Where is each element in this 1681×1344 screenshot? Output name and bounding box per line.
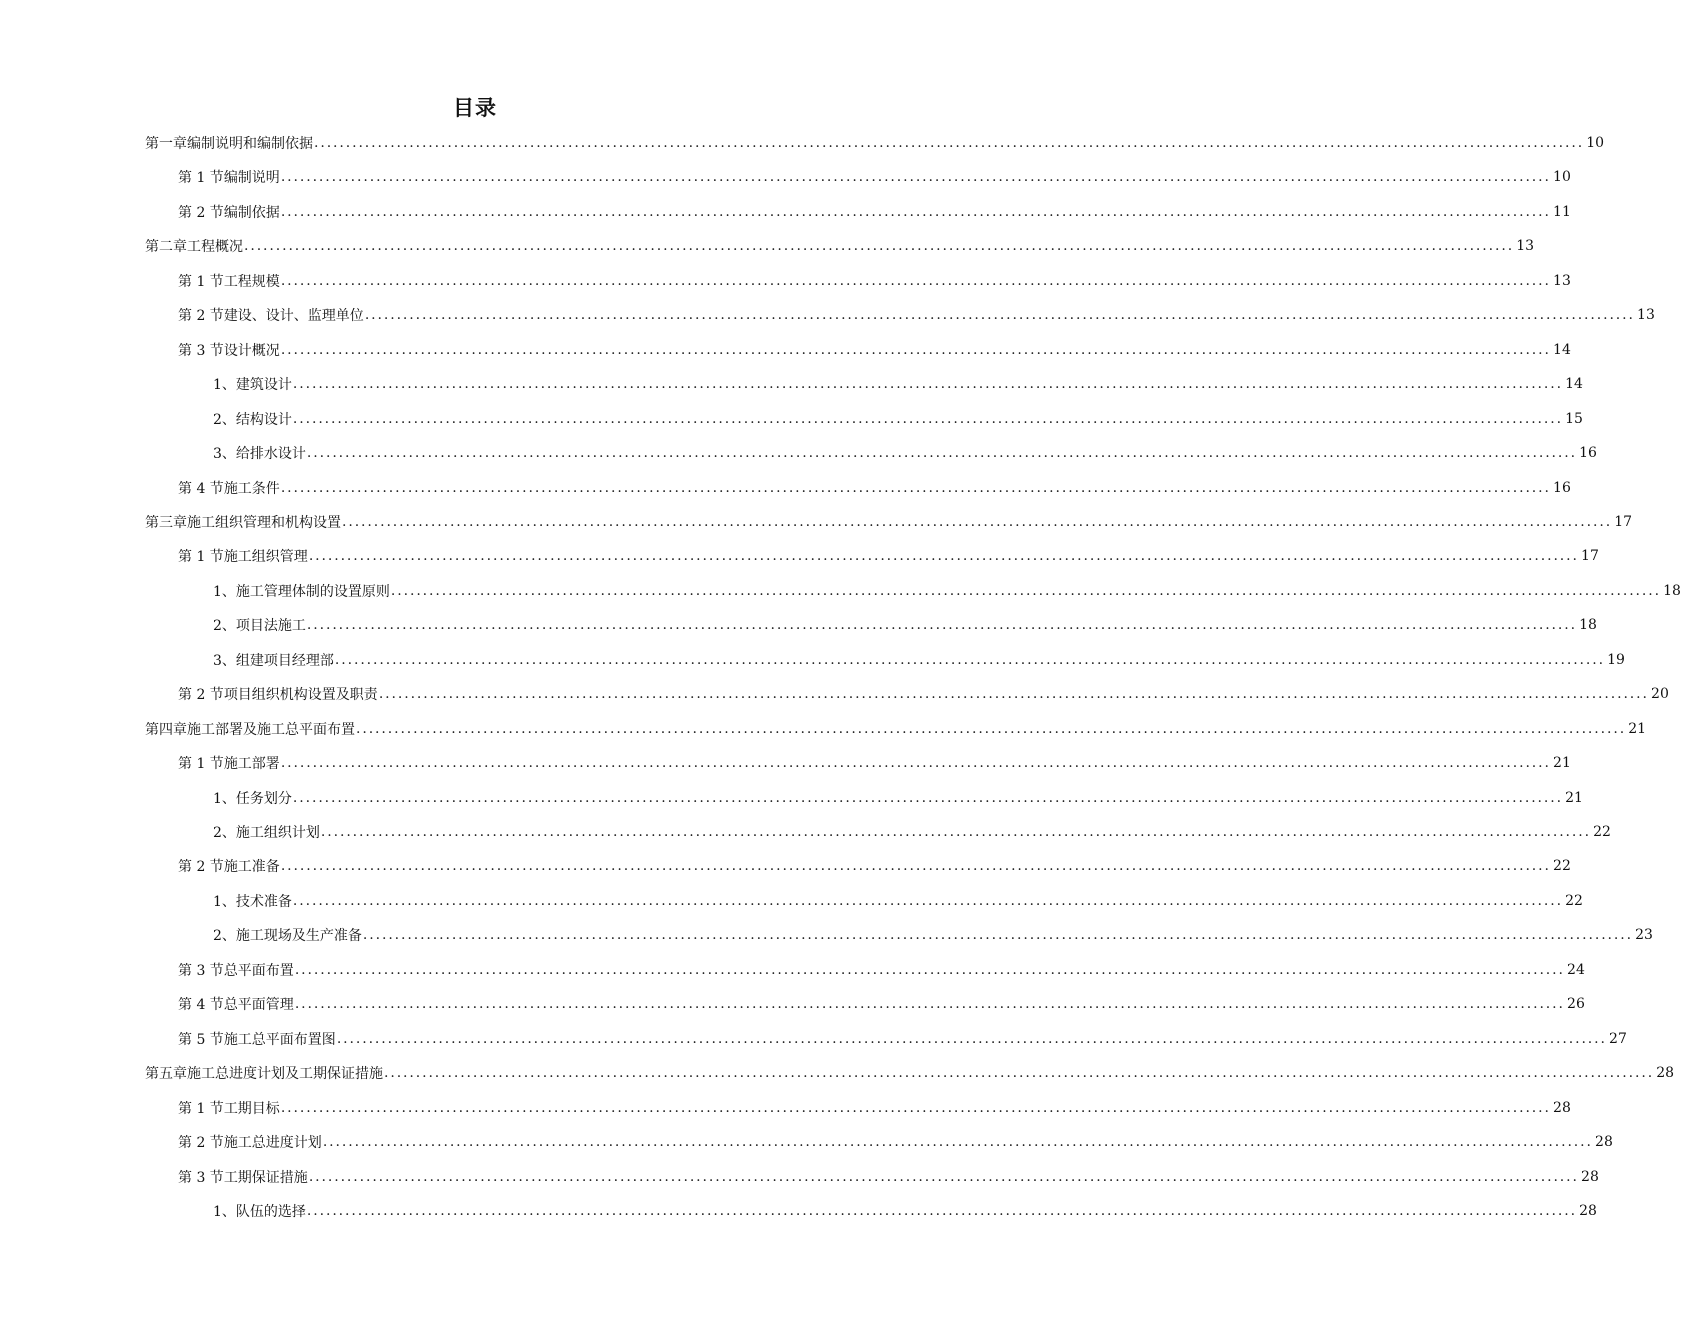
toc-entry-title: 任务划分	[235, 790, 292, 807]
toc-entry[interactable]	[213, 781, 1583, 815]
toc-entry-number: 第 2 节	[178, 1135, 224, 1152]
toc-page-number: 18	[1663, 582, 1681, 599]
toc-entry-title: 设计概况	[223, 342, 280, 359]
toc-entry-title: 施工组织管理和机构设置	[187, 514, 341, 531]
toc-page-number: 22	[1565, 892, 1583, 909]
toc-entry[interactable]	[178, 264, 1571, 298]
toc-page-number: 20	[1651, 686, 1669, 703]
toc-entry-number: 2、	[213, 411, 236, 428]
toc-leader-dots: ........................................................................................................................................................................................................	[280, 1099, 1551, 1116]
toc-entry-title: 总平面管理	[223, 997, 294, 1014]
toc-page-number: 21	[1553, 755, 1571, 772]
toc-leader-dots: ........................................................................................................................................................................................................	[292, 892, 1563, 909]
toc-entry[interactable]	[178, 160, 1571, 194]
toc-entry-title: 项目法施工	[235, 618, 306, 635]
toc-page-number: 10	[1586, 135, 1605, 151]
toc-leader-dots: ........................................................................................................................................................................................................	[308, 548, 1579, 565]
toc-entry-number: 第 1 节	[178, 756, 224, 773]
toc-entry[interactable]	[145, 712, 1647, 746]
toc-entry[interactable]	[178, 1091, 1571, 1125]
toc-page-number: 21	[1628, 720, 1647, 737]
toc-entry[interactable]	[178, 195, 1571, 229]
toc-entry-number: 第 1 节	[178, 1100, 224, 1117]
toc-entry-number: 1、	[213, 583, 236, 600]
toc-entry-title: 给排水设计	[235, 446, 306, 463]
toc-leader-dots: ........................................................................................................................................................................................................	[294, 961, 1565, 978]
toc-leader-dots: ........................................................................................................................................................................................................	[280, 272, 1551, 289]
toc-entry-title: 施工管理体制的设置原则	[235, 583, 390, 600]
toc-entry[interactable]	[213, 367, 1583, 401]
toc-entry-number: 第 3 节	[178, 1169, 224, 1186]
toc-entry-number: 第 2 节	[178, 204, 224, 221]
toc-entry-title: 施工组织计划	[235, 825, 320, 841]
toc-entry-title: 编制说明	[223, 170, 280, 187]
toc-leader-dots: ........................................................................................................................................................................................................	[384, 1065, 1655, 1082]
toc-entry-number: 第 4 节	[178, 997, 224, 1014]
toc-entry-title: 施工总进度计划	[223, 1135, 322, 1152]
toc-entry-title: 工期保证措施	[223, 1169, 308, 1186]
toc-entry-title: 编制依据	[223, 204, 280, 221]
toc-page-number: 21	[1565, 789, 1583, 806]
toc-entry-number: 2、	[213, 928, 236, 945]
toc-leader-dots: ........................................................................................................................................................................................................	[280, 858, 1551, 875]
toc-leader-dots: ........................................................................................................................................................................................................	[294, 996, 1565, 1013]
toc-page-number: 18	[1579, 617, 1597, 634]
toc-entry-number: 第 2 节	[178, 687, 224, 704]
toc-entry-number: 第二章	[145, 239, 187, 256]
toc-entry-number: 第 5 节	[178, 1031, 224, 1048]
toc-leader-dots: ........................................................................................................................................................................................................	[362, 927, 1633, 944]
toc-entry-title: 结构设计	[235, 411, 292, 428]
toc-leader-dots: ........................................................................................................................................................................................................	[364, 307, 1635, 324]
toc-leader-dots: ........................................................................................................................................................................................................	[280, 755, 1551, 772]
toc-entry-title: 编制说明和编制依据	[187, 136, 313, 152]
toc-page-number: 13	[1516, 238, 1535, 255]
toc-leader-dots: ........................................................................................................................................................................................................	[336, 1030, 1607, 1047]
toc-page-number: 19	[1607, 651, 1625, 668]
toc-entry-number: 第 1 节	[178, 549, 224, 566]
toc-page-number: 24	[1567, 961, 1585, 978]
toc-entry[interactable]	[145, 126, 1605, 160]
toc-page-number: 28	[1581, 1168, 1599, 1185]
toc-entry[interactable]	[145, 1056, 1675, 1090]
toc-page-number: 23	[1635, 927, 1653, 944]
toc-entry[interactable]	[178, 677, 1669, 711]
toc-leader-dots: ........................................................................................................................................................................................................	[306, 617, 1577, 634]
toc-entry[interactable]	[213, 436, 1597, 470]
toc-entry-title: 工程规模	[223, 273, 280, 290]
toc-entry[interactable]	[213, 574, 1681, 608]
toc-entry-number: 第三章	[145, 514, 187, 531]
toc-entry-number: 2、	[213, 618, 236, 635]
toc-leader-dots: ........................................................................................................................................................................................................	[322, 1134, 1593, 1151]
toc-entry[interactable]	[178, 987, 1585, 1021]
toc-entry-title: 施工部署	[223, 756, 280, 773]
toc-leader-dots: ........................................................................................................................................................................................................	[308, 1168, 1579, 1185]
toc-page-number: 22	[1553, 858, 1571, 875]
toc-page-number: 13	[1637, 307, 1655, 324]
toc-entry[interactable]	[178, 298, 1655, 332]
toc-entry[interactable]	[178, 333, 1571, 367]
toc-leader-dots: ........................................................................................................................................................................................................	[378, 686, 1649, 703]
toc-page-number: 28	[1579, 1202, 1597, 1219]
toc-page-number: 13	[1553, 272, 1571, 289]
toc-page-number: 22	[1593, 824, 1611, 840]
toc-entry-title: 施工组织管理	[223, 549, 308, 566]
toc-entry-title: 施工总进度计划及工期保证措施	[187, 1066, 383, 1083]
toc-leader-dots: ........................................................................................................................................................................................................	[306, 445, 1577, 462]
toc-entry-number: 第 1 节	[178, 273, 224, 290]
toc-entry[interactable]	[178, 539, 1599, 573]
toc-entry-title: 建筑设计	[235, 377, 292, 394]
toc-page-number: 28	[1553, 1099, 1571, 1116]
toc-page-number: 15	[1565, 410, 1583, 427]
toc-entry-number: 第 2 节	[178, 859, 224, 876]
toc-entry[interactable]	[213, 884, 1583, 918]
toc-page-number: 11	[1553, 203, 1571, 220]
toc-entry-title: 施工条件	[223, 480, 280, 497]
toc-entry-title: 组建项目经理部	[235, 652, 334, 669]
toc-entry[interactable]	[145, 229, 1535, 263]
toc-entry[interactable]	[178, 1022, 1627, 1056]
toc-entry-title: 队伍的选择	[235, 1203, 306, 1220]
toc-page-number: 28	[1595, 1134, 1613, 1151]
toc-leader-dots: ........................................................................................................................................................................................................	[320, 824, 1591, 840]
toc-leader-dots: ........................................................................................................................................................................................................	[280, 341, 1551, 358]
toc-leader-dots: ........................................................................................................................................................................................................	[390, 582, 1661, 599]
toc-entry-number: 3、	[213, 446, 236, 463]
toc-entry-number: 3、	[213, 652, 236, 669]
toc-entry[interactable]	[178, 746, 1571, 780]
toc-entry[interactable]	[178, 953, 1585, 987]
toc-entry[interactable]	[178, 471, 1571, 505]
toc-entry[interactable]	[178, 1125, 1613, 1159]
toc-page-number: 16	[1553, 479, 1571, 496]
toc-entry-number: 1、	[213, 790, 236, 807]
toc-leader-dots: ........................................................................................................................................................................................................	[292, 789, 1563, 806]
toc-page-number: 17	[1581, 548, 1599, 565]
toc-entry-number: 第五章	[145, 1066, 187, 1083]
toc-entry-title: 施工准备	[223, 859, 280, 876]
toc-leader-dots: ........................................................................................................................................................................................................	[334, 651, 1605, 668]
toc-entry-title: 总平面布置	[223, 962, 294, 979]
toc-entry-number: 第 3 节	[178, 342, 224, 359]
toc-page-number: 27	[1609, 1030, 1627, 1047]
toc-entry-number: 第 1 节	[178, 170, 224, 187]
toc-leader-dots: ........................................................................................................................................................................................................	[244, 238, 1515, 255]
toc-entry-number: 第 2 节	[178, 308, 224, 325]
toc-entry-number: 2、	[213, 825, 236, 841]
toc-entry-title: 工程概况	[187, 239, 243, 256]
toc-page-number: 17	[1614, 513, 1633, 530]
toc-entry-title: 技术准备	[235, 893, 292, 910]
toc-entry[interactable]	[213, 1194, 1597, 1228]
toc-entry-number: 1、	[213, 1203, 236, 1220]
toc-entry-title: 施工总平面布置图	[223, 1031, 336, 1048]
toc-entry-number: 1、	[213, 893, 236, 910]
toc-entry[interactable]	[213, 815, 1611, 849]
toc-entry[interactable]	[213, 643, 1625, 677]
toc-leader-dots: ........................................................................................................................................................................................................	[342, 513, 1613, 530]
toc-entry[interactable]	[178, 1160, 1599, 1194]
toc-entry[interactable]	[213, 608, 1597, 642]
toc-entry-number: 第 3 节	[178, 962, 224, 979]
toc-leader-dots: ........................................................................................................................................................................................................	[280, 479, 1551, 496]
toc-entry[interactable]	[213, 918, 1653, 952]
toc-page-number: 14	[1565, 376, 1583, 393]
toc-entry[interactable]	[178, 849, 1571, 883]
toc-page-number: 10	[1553, 169, 1571, 186]
toc-entry-number: 第一章	[145, 136, 187, 152]
toc-page-number: 28	[1656, 1065, 1675, 1082]
toc-entry-number: 1、	[213, 377, 236, 394]
toc-entry[interactable]	[145, 505, 1633, 539]
toc-entry-number: 第 4 节	[178, 480, 224, 497]
toc-leader-dots: ........................................................................................................................................................................................................	[292, 376, 1563, 393]
toc-entry-title: 项目组织机构设置及职责	[223, 687, 378, 704]
toc-leader-dots: ........................................................................................................................................................................................................	[280, 169, 1551, 186]
toc-page-number: 26	[1567, 996, 1585, 1013]
toc-leader-dots: ........................................................................................................................................................................................................	[306, 1202, 1577, 1219]
toc-entry-number: 第四章	[145, 721, 187, 738]
toc-leader-dots: ........................................................................................................................................................................................................	[280, 203, 1551, 220]
toc-leader-dots: ........................................................................................................................................................................................................	[356, 720, 1627, 737]
toc-leader-dots: ........................................................................................................................................................................................................	[314, 135, 1585, 151]
toc-entry[interactable]	[213, 402, 1583, 436]
toc-entry-title: 施工部署及施工总平面布置	[187, 721, 355, 738]
toc-leader-dots: ........................................................................................................................................................................................................	[292, 410, 1563, 427]
toc-entry-title: 工期目标	[223, 1100, 280, 1117]
toc-entry-title: 建设、设计、监理单位	[223, 308, 364, 325]
toc-page-number: 14	[1553, 341, 1571, 358]
toc-page-number: 16	[1579, 445, 1597, 462]
page-title: 目录	[453, 96, 497, 120]
toc-entry-title: 施工现场及生产准备	[235, 928, 362, 945]
